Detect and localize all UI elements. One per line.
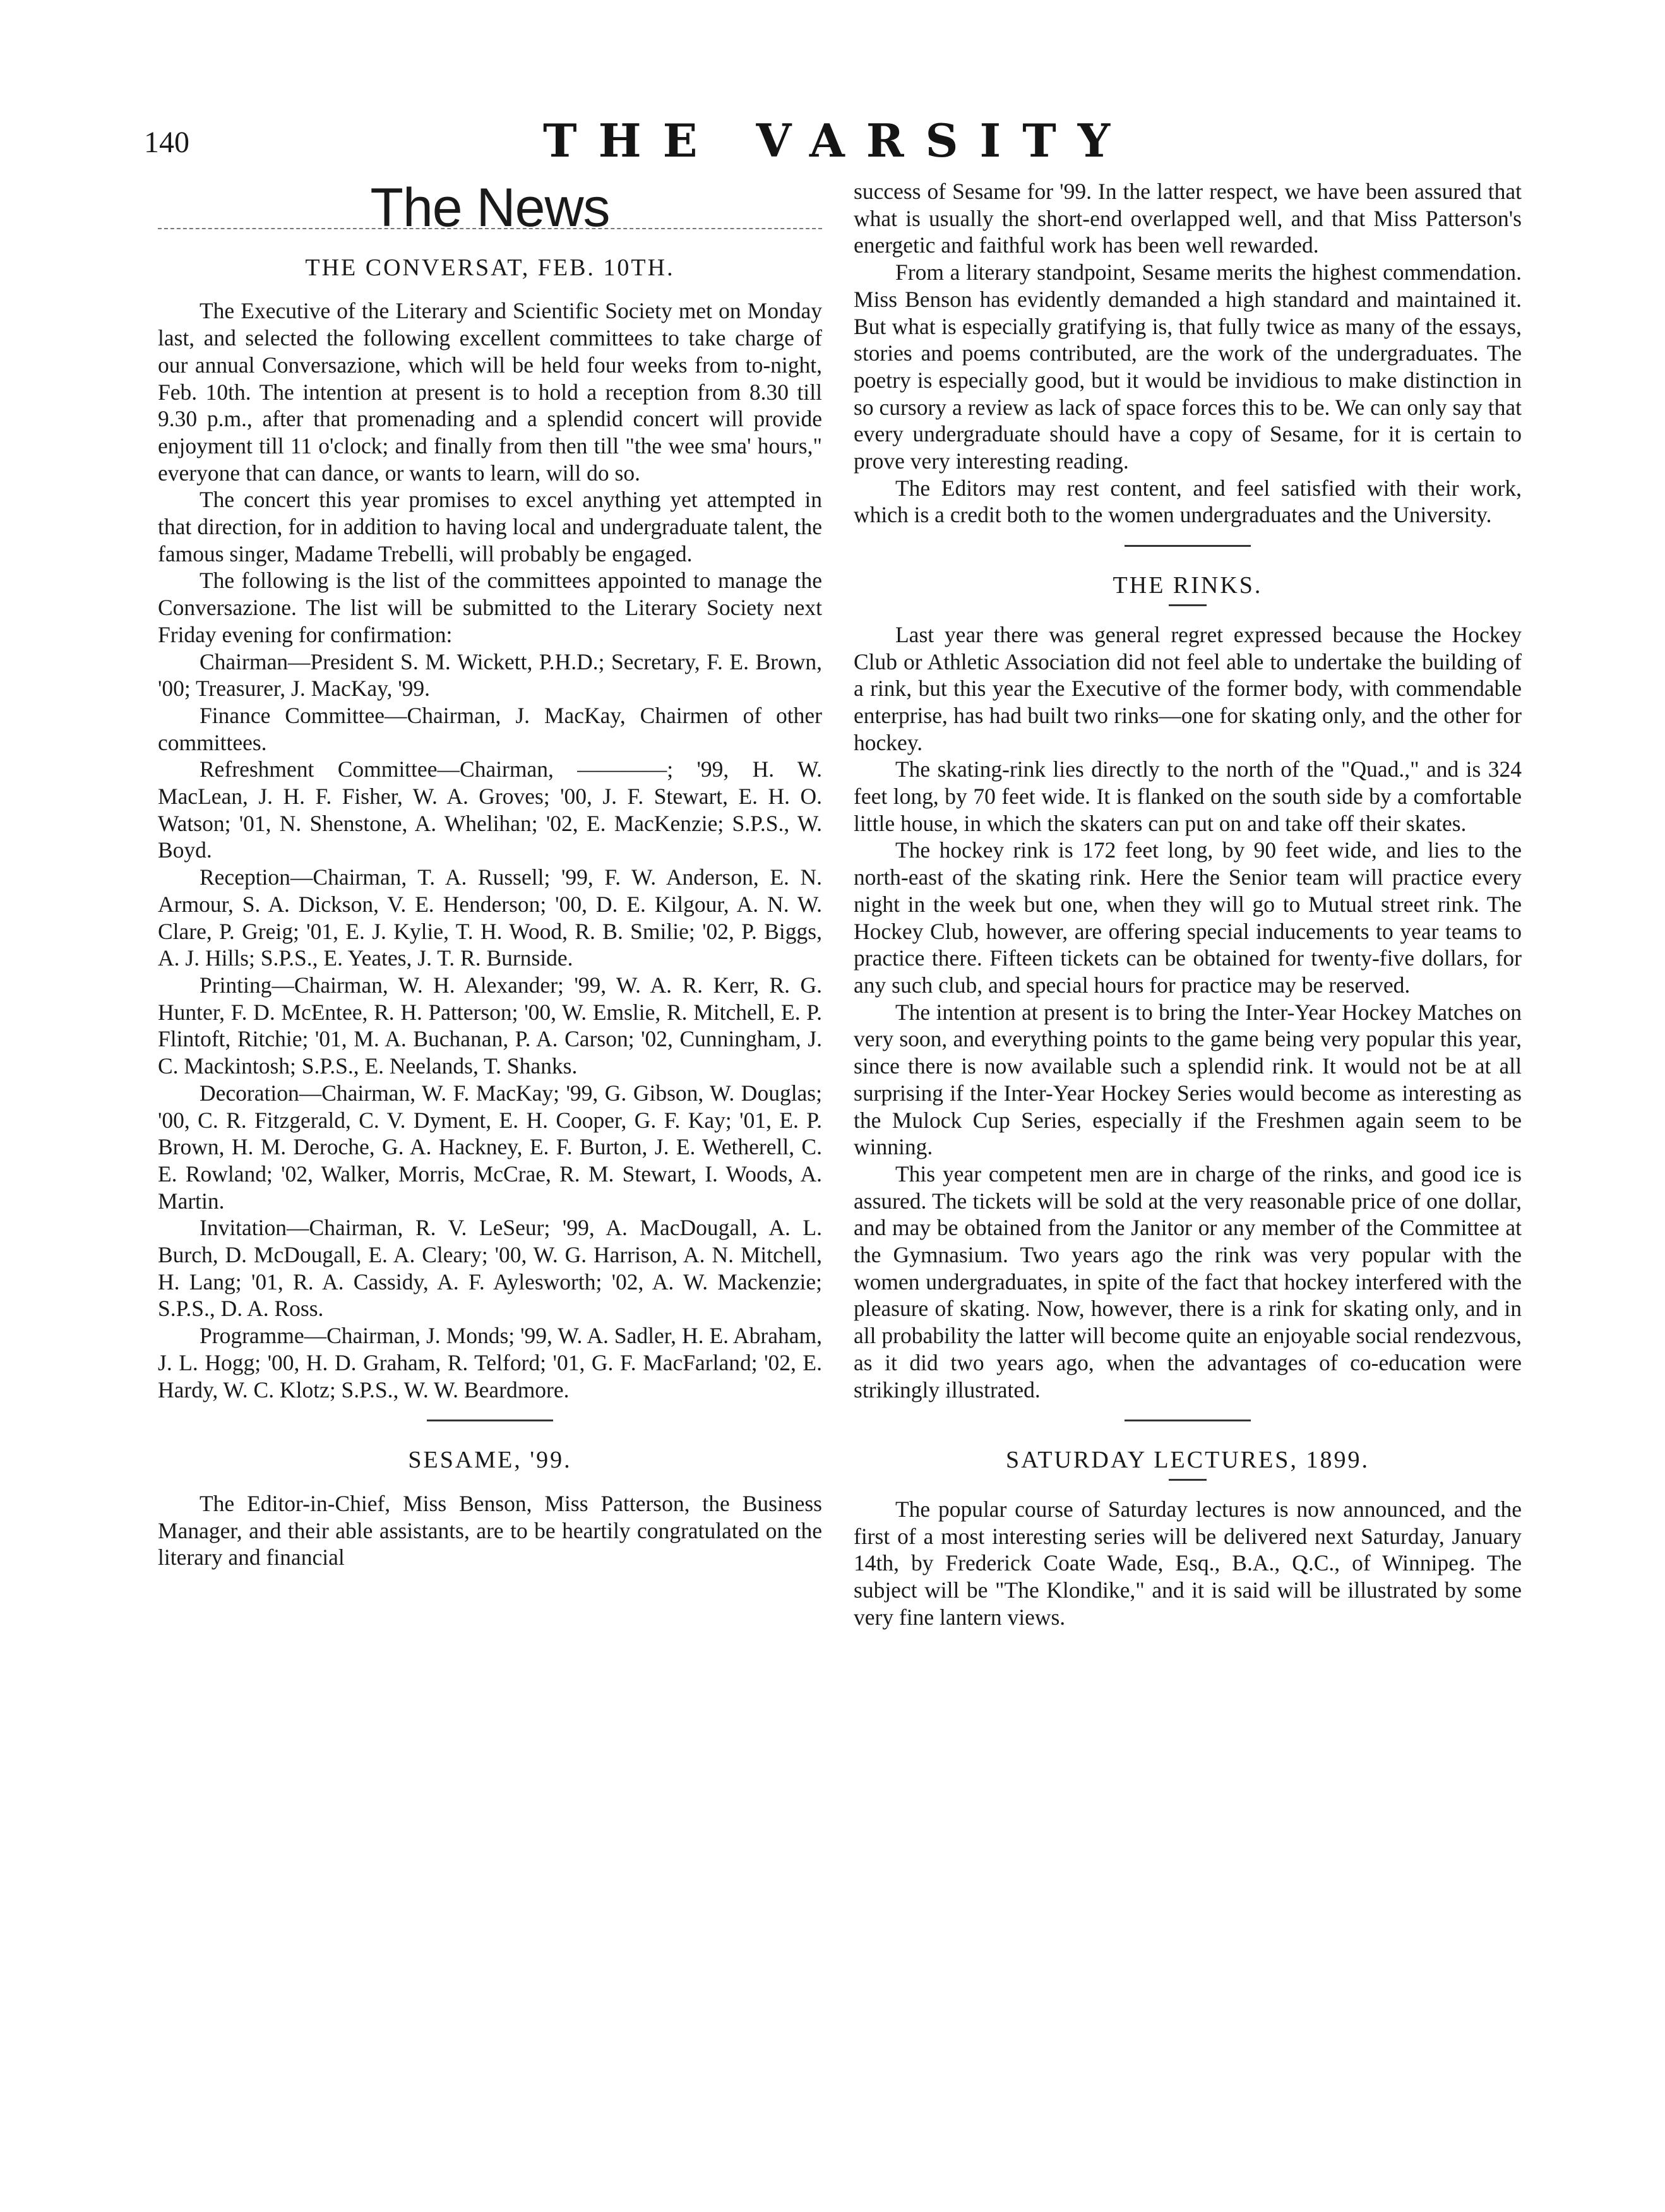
paragraph: The hockey rink is 172 feet long, by 90 feet wide, and lies to the north-east of the skating rink. Here the Senior team will practice every night in the week but one, when they will go to Mutual street rink. The Hockey Club, however, are offering special inducements to year teams to practice there. Fifteen tickets can be obtained for twenty-five dollars, for any such club, and special hours for practice may be reserved. — [854, 837, 1522, 998]
right-column — [854, 178, 1522, 1630]
committee-entry: Finance Committee—Chairman, J. MacKay, Chairmen of other committees. — [158, 702, 822, 755]
section-divider — [1125, 1420, 1251, 1421]
article-heading-rinks: THE RINKS. — [1113, 572, 1263, 599]
paragraph: The popular course of Saturday lectures is now announced, and the first of a most interesting series will be delivered next Saturday, January 14th, by Frederick Coate Wade, Esq., B.A., Q.C., of Winnipeg. The subject will be "The Klondike," and it is said will be illustrated by some very fine lantern views. — [854, 1496, 1522, 1630]
paragraph: The skating-rink lies directly to the north of the "Quad.," and is 324 feet long, by 70 feet wide. It is flanked on the south side by a comfortable little house, in which the skaters can put on and take off their skates. — [854, 756, 1522, 836]
paragraph: From a literary standpoint, Sesame merits the highest commendation. Miss Benson has evidently demanded a high standard and maintained it. But what is especially gratifying is, that fully twice as many of the essays, stories and poems contributed, are the work of the undergraduates. The poetry is especially good, but it would be invidious to make distinction in so cursory a review as lack of space forces this to be. We can only say that every undergraduate should have a copy of Sesame, for it is certain to prove very interesting reading. — [854, 260, 1522, 474]
article-conversat-body — [158, 297, 822, 1403]
committee-entry: Printing—Chairman, W. H. Alexander; '99, W. A. R. Kerr, R. G. Hunter, F. D. McEntee, R. H. Patterson; '00, W. Emslie, R. Mitchell, E. P. Flintoft, Ritchie; '01, M. A. Buchanan, P. A. Carson; '02, Cunningham, J. C. Mackintosh; S.P.S., E. Neelands, T. Shanks. — [158, 972, 822, 1079]
section-divider — [1125, 545, 1251, 547]
committee-entry: Invitation—Chairman, R. V. LeSeur; '99, A. MacDougall, A. L. Burch, D. McDougall, E. A. Cleary; '00, W. G. Harrison, A. N. Mitchell, H. Lang; '01, R. A. Cassidy, A. F. Aylesworth; '02, A. W. Mackenzie; S.P.S., D. A. Ross. — [158, 1215, 822, 1322]
paragraph: The Executive of the Literary and Scientific Society met on Monday last, and selected the following excellent committees to take charge of our annual Conversazione, which will be held four weeks from to-night, Feb. 10th. The intention at present is to hold a reception from 8.30 till 9.30 p.m., after that promenading and a splendid concert will provide enjoyment till 11 o'clock; and finally from then till "the wee sma' hours," everyone that can dance, or wants to learn, will do so. — [158, 298, 822, 486]
committee-entry: Refreshment Committee—Chairman, ————; '99, H. W. MacLean, J. H. F. Fisher, W. A. Groves; '00, J. F. Stewart, E. H. O. Watson; '01, N. Shenstone, A. Whelihan; '02, E. MacKenzie; S.P.S., W. Boyd. — [158, 756, 822, 863]
paragraph: The intention at present is to bring the Inter-Year Hockey Matches on very soon, and everything points to the game being very popular this year, since there is now available such a splendid rink. It would not be at all surprising if the Inter-Year Hockey Series would become as interesting as the Mulock Cup Series, especially if the Freshmen again seem to be winning. — [854, 999, 1522, 1160]
page-number: 140 — [144, 126, 189, 159]
heading-underline — [1169, 1479, 1207, 1481]
paragraph: Last year there was general regret expressed because the Hockey Club or Athletic Association did not feel able to undertake the building of a rink, but this year the Executive of the former body, with commendable enterprise, has had built two rinks—one for skating only, and the other for hockey. — [854, 621, 1522, 755]
left-column — [158, 177, 822, 1571]
committee-entry: Decoration—Chairman, W. F. MacKay; '99, G. Gibson, W. Douglas; '00, C. R. Fitzgerald, C. V. Dyment, E. H. Cooper, G. F. Kay; '01, E. P. Brown, H. M. Deroche, G. A. Hackney, E. F. Burton, J. E. Wetherell, C. E. Rowland; '02, Walker, Morris, McCrae, R. M. Stewart, I. Woods, A. Martin. — [158, 1080, 822, 1214]
paragraph: The following is the list of the committees appointed to manage the Conversazione. The list will be submitted to the Literary Society next Friday evening for confirmation: — [158, 568, 822, 647]
committee-entry: Reception—Chairman, T. A. Russell; '99, F. W. Anderson, E. N. Armour, S. A. Dickson, V. E. Henderson; '00, D. E. Kilgour, A. N. W. Clare, P. Greig; '01, E. J. Kylie, T. H. Wood, R. B. Smilie; '02, P. Biggs, A. J. Hills; S.P.S., E. Yeates, J. T. R. Burnside. — [158, 864, 822, 971]
paragraph: success of Sesame for '99. In the latter respect, we have been assured that what is usually the short-end overlapped well, and that Miss Patterson's energetic and faithful work has been well rewarded. — [854, 179, 1522, 258]
paragraph: This year competent men are in charge of the rinks, and good ice is assured. The tickets will be sold at the very reasonable price of one dollar, and may be obtained from the Janitor or any member of the Committee at the Gymnasium. Two years ago the rink was very popular with the women undergraduates, in spite of the fact that hockey interfered with the pleasure of skating. Now, however, there is a rink for skating only, and in all probability the latter will become quite an enjoyable social rendezvous, as it did two years ago, when the advantages of co-education were strikingly illustrated. — [854, 1161, 1522, 1402]
section-title: The News — [370, 177, 610, 238]
committee-entry: Programme—Chairman, J. Monds; '99, W. A. Sadler, H. E. Abraham, J. L. Hogg; '00, H. D. Graham, R. Telford; '01, G. F. MacFarland; '02, E. Hardy, W. C. Klotz; S.P.S., W. W. Beardmore. — [158, 1323, 822, 1402]
paragraph: The Editors may rest content, and feel satisfied with their work, which is a credit both to the women undergraduates and the University. — [854, 475, 1522, 528]
paragraph: The concert this year promises to excel anything yet attempted in that direction, for in addition to having local and undergraduate talent, the famous singer, Madame Trebelli, will probably be engaged. — [158, 487, 822, 566]
paragraph: The Editor-in-Chief, Miss Benson, Miss Patterson, the Business Manager, and their able assistants, are to be heartily congratulated on the literary and financial — [158, 1490, 822, 1570]
masthead-title: THE VARSITY — [543, 114, 1132, 167]
article-heading-lectures: SATURDAY LECTURES, 1899. — [1006, 1447, 1370, 1474]
committee-entry: Chairman—President S. M. Wickett, P.H.D.; Secretary, F. E. Brown, '00; Treasurer, J. MacKay, '99. — [158, 649, 822, 702]
article-heading-conversat: THE CONVERSAT, FEB. 10TH. — [305, 254, 675, 281]
section-divider — [427, 1420, 553, 1421]
article-heading-sesame: SESAME, '99. — [408, 1447, 572, 1474]
heading-underline — [1169, 604, 1207, 606]
